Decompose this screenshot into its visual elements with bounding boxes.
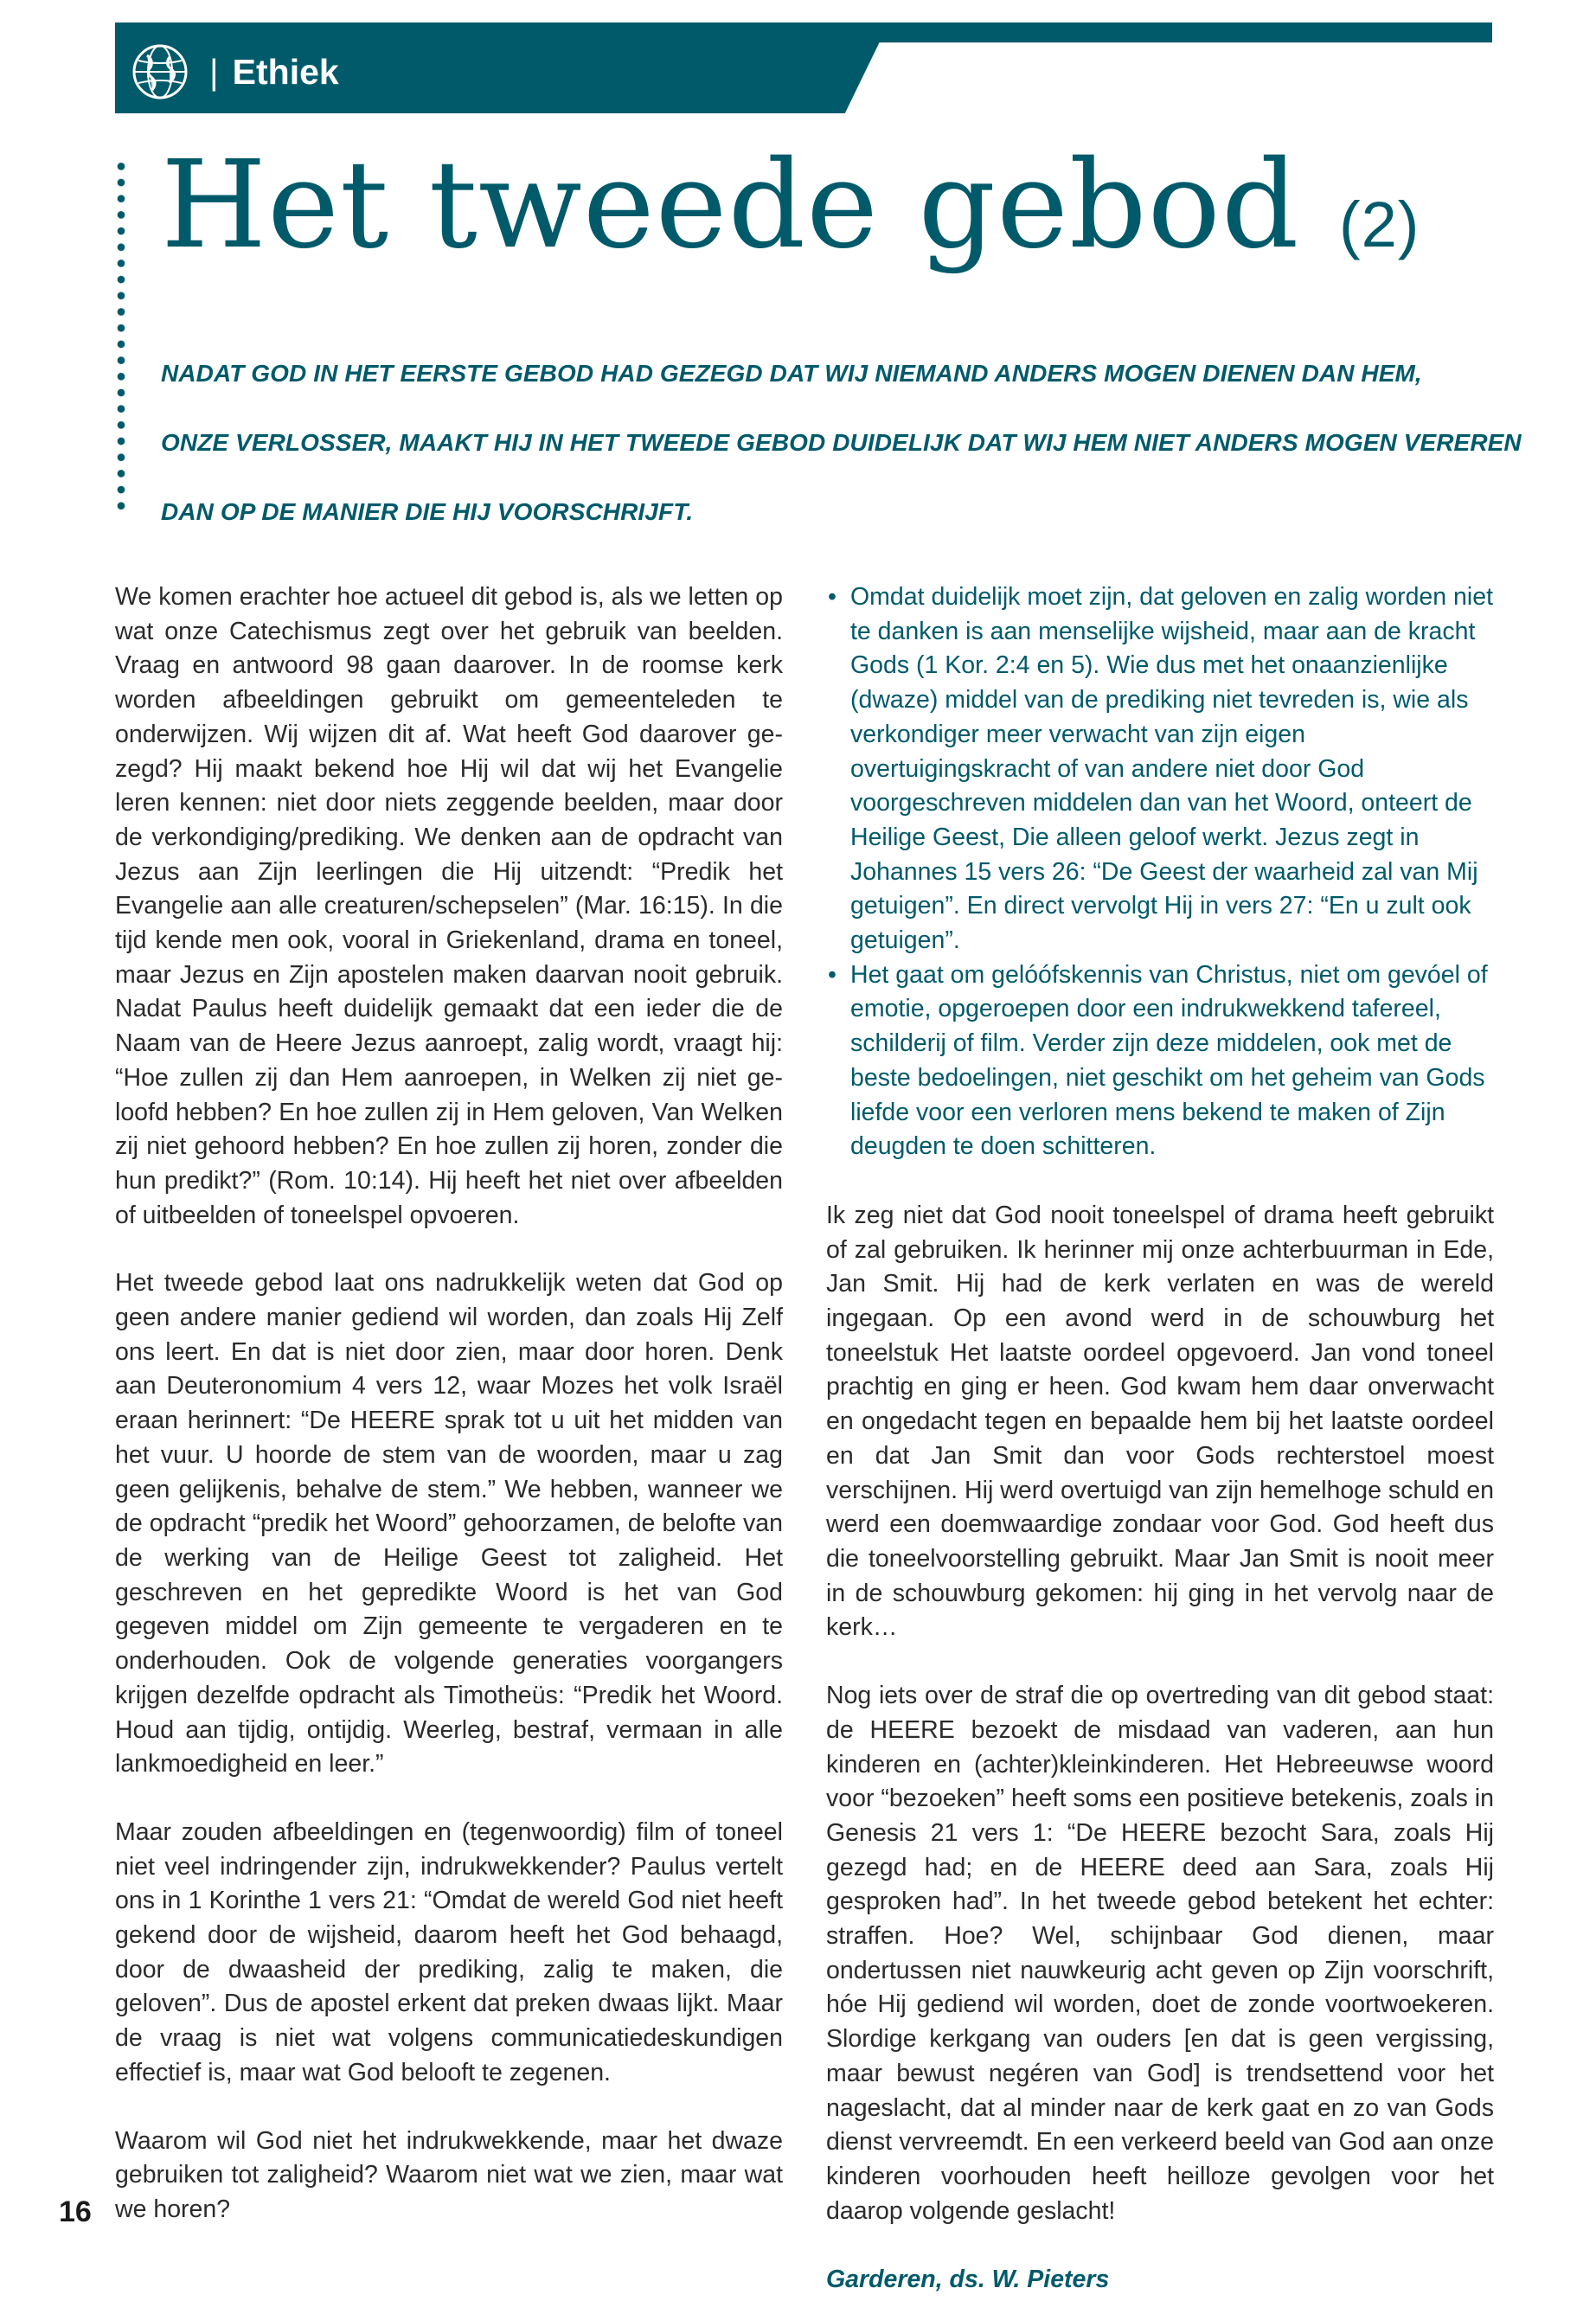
- intro-line: ONZE VERLOSSER, MAAKT HIJ IN HET TWEEDE GEBOD DUIDELIJK DAT WIJ HEM NIET ANDERS MOGEN VEREREN: [161, 429, 1522, 456]
- body-paragraph: Maar zouden afbeeldingen en (tegenwoordig) film of toneel niet veel indringender zijn, indrukwekkender? Paulus vertelt ons in 1 Korinthe 1 vers 21: “Omdat de wereld God niet heeft gekend door de wijsheid, daarom heeft het God behaagd, door de dwaasheid der prediking, zalig te maken, die geloven”. Dus de apostel erkent dat preken dwaas lijkt. Maar de vraag is niet wat volgens communicatiedeskundigen effectief is, maar wat God belooft te zegenen.: [115, 1817, 783, 2086]
- intro-line: DAN OP DE MANIER DIE HIJ VOORSCHRIJFT.: [161, 498, 694, 525]
- globe-icon: [131, 43, 189, 100]
- bullet-item: • Omdat duidelijk moet zijn, dat geloven en zalig worden niet te danken is aan menselijke wijsheid, maar aan de kracht Gods (1 Kor. 2:4 en 5). Wie dus met het onaanzienlijke (dwaze) middel van de prediking niet tevreden is, wie als verkondiger meer verwacht van zijn eigen overtuigingskracht of van andere niet door God voorgeschreven middelen dan van het Woord, onteert de Heilige Geest, Die alleen geloof werkt. Jezus zegt in Johannes 15 vers 26: “De Geest der waarheid zal van Mij getuigen”. En direct vervolgt Hij in vers 27: “En u zult ook getuigen”.: [826, 580, 1494, 958]
- body-paragraph: Waarom wil God niet het indrukwekkende, maar het dwaze gebruiken tot zaligheid? Waarom niet wat we zien, maar wat we horen?: [115, 2126, 783, 2223]
- bullet-list: [826, 580, 1494, 1164]
- right-column: [826, 580, 1494, 2298]
- bullet-item: • Het gaat om gelóófskennis van Christus, niet om gevóel of emotie, opgeroepen door een indrukwekkend tafereel, schilderij of film. Verder zijn deze middelen, ook met de beste bedoelingen, niet geschikt om het geheim van Gods liefde voor een verloren mens bekend te maken of Zijn deugden te doen schitteren.: [826, 958, 1494, 1164]
- section-header: [131, 37, 339, 106]
- body-paragraph: Ik zeg niet dat God nooit toneelspel of drama heeft gebruikt of zal gebruiken. Ik herinner mij onze achterbuurman in Ede, Jan Smit. Hij had de kerk verlaten en was de wereld ingegaan. Op een avond werd in de schouwburg het toneelstuk Het laatste oordeel opgevoerd. Jan vond toneel prachtig en ging er heen. God kwam hem daar onverwacht en ongedacht tegen en bepaalde hem bij het laatste oordeel en dat Jan Smit dan voor Gods rechterstoel moest verschijnen. Hij werd overtuigd van zijn hemelhoge schuld en werd een doemwaardige zondaar voor God. God heeft dus die toneelvoorstelling gebruikt. Maar Jan Smit is nooit meer in de schouwburg gekomen: hij ging in het vervolg naar de kerk…: [826, 1201, 1494, 1642]
- title-main: Het tweede gebod: [161, 135, 1300, 276]
- article-title: [161, 135, 1420, 276]
- section-label: Ethiek: [232, 51, 339, 92]
- intro-lead: [161, 339, 1522, 547]
- header-separator: |: [209, 51, 219, 92]
- body-paragraph: Nog iets over de straf die op overtreding van dit gebod staat: de HEERE bezoekt de misdaad van vaderen, aan hun kinderen en (achter)kleinkinderen. Het Hebreeuwse woord voor “bezoeken” heeft soms een positieve betekenis, zoals in Genesis 21 vers 1: “De HEERE bezocht Sara, zoals Hij gezegd had; en de HEERE deed aan Sara, zoals Hij gesproken had”. In het tweede gebod betekent het echter: straffen. Hoe? Wel, schijnbaar God dienen, maar ondertussen niet nauwkeurig acht geven op Zijn voorschrift, hóe Hij gediend wil worden, doet de zonde voortwoekeren. Slordige kerkgang van ouders [en dat is geen vergissing, maar bewust negéren van God] is trendsettend voor het nageslacht, dat al minder naar de kerk gaat en zo van Gods dienst vervreemdt. En een verkeerd beeld van God aan onze kinderen voorhouden heeft heilloze gevolgen voor het daarop volgende geslacht!: [826, 1682, 1494, 2225]
- page-number: 16: [59, 2195, 92, 2228]
- intro-line: NADAT GOD IN HET EERSTE GEBOD HAD GEZEGD DAT WIJ NIEMAND ANDERS MOGEN DIENEN DAN HEM,: [161, 360, 1422, 387]
- dotted-rule: [116, 158, 126, 515]
- body-paragraph: We komen erachter hoe actueel dit gebod is, als we letten op wat onze Catechismus zegt over het gebruik van beelden. Vraag en antwoord 98 gaan daarover. In de roomse kerk worden afbeeldingen gebruikt om gemeenteleden te onderwijzen. Wij wijzen dit af. Wat heeft God daarover gezegd? Hij maakt bekend hoe Hij wil dat wij het Evangelie leren kennen: niet door niets zeggende beelden, maar door de verkondiging/prediking. We denken aan de opdracht van Jezus aan Zijn leerlingen die Hij uitzendt: “Predik het Evangelie aan alle creaturen/schepselen” (Mar. 16:15). In die tijd kende men ook, vooral in Griekenland, drama en toneel, maar Jezus en Zijn apostelen maken daarvan nooit gebruik. Nadat Paulus heeft duidelijk gemaakt dat een ieder die de Naam van de Heere Jezus aanroept, zalig wordt, vraagt hij: “Hoe zullen zij dan Hem aanroepen, in Welken zij niet geloofd hebben? En hoe zullen zij in Hem geloven, Van Welken zij niet gehoord hebben? En hoe zullen zij horen, zonder die hun predikt?” (Rom. 10:14). Hij heeft het niet over afbeelden of uitbeelden of toneelspel opvoeren.: [115, 583, 783, 1229]
- author-signature: Garderen, ds. W. Pieters: [826, 2266, 1110, 2294]
- title-number: (2): [1338, 189, 1420, 260]
- left-column: [115, 580, 783, 2227]
- body-paragraph: Het tweede gebod laat ons nadrukkelijk weten dat God op geen andere manier gediend wil worden, dan zoals Hij Zelf ons leert. En dat is niet door zien, maar door horen. Denk aan Deuteronomium 4 vers 12, waar Mozes het volk Israël eraan herinnert: “De HEERE sprak tot u uit het midden van het vuur. U hoorde de stem van de woorden, maar u zag geen gelijkenis, behalve de stem.” We hebben, wanneer we de opdracht “predik het Woord” gehoorzamen, de belofte van de werking van de Heilige Geest tot zaligheid. Het geschreven en het gepredikte Woord is het van God gegeven middel om Zijn gemeente te vergaderen en te onderhouden. Ook de volgende generaties voorgangers krijgen dezelfde opdracht als Timotheüs: “Predik het Woord. Houd aan tijdig, ontijdig. Weerleg, bestraf, vermaan in alle lankmoedigheid en leer.”: [115, 1269, 783, 1779]
